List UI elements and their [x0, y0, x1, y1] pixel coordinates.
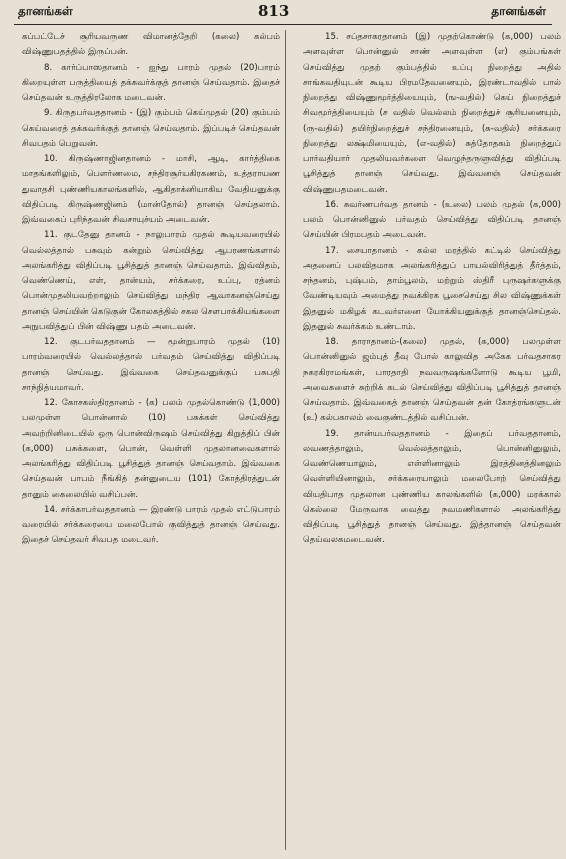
paragraph: 18. தாராதானம்-(கலை) முதல், (க,000) பலமுள்ள பொன்னினுல் ஜம்புத் தீவு போல் காலுவித அகேக பர்வதசாகர நகரகிராமங்கள், பாரதாதி நவவருஷங்களோடு கூடிய பூமி, அவைகளைச் சுற்றிக் கடல் செய்வித்து விதிப்படி பூசித்துத் தானஞ் செய்வதாம். இவ்வகைத் தானஞ் செய்தவன் தன் கோத்ரங்களுடன் (உ) கல்பகாலம் வைகுண்டத்தில் வசிப்பன்.	[303, 337, 561, 424]
paragraph: கப்பட்டேச் சூரியவருண விமானத்தேறி (கலை) கல்பம் விஷ்ணுபதத்தில் இருப்பன்.	[22, 32, 280, 58]
paragraph: 17. சையாதானம் - கல்ல மரத்தில் கட்டில் செய்வித்து அதனைப் பலவிதமாக அலங்கரித்துப் பாயல்விரித்துத் தீர்த்தம், சந்தனம், புஷ்பம், தாம்பூலம், மற்றும் ஸ்திரீ புருஷர்களுக்கு வேண்டியவும் அமைத்து நவக்கிரக பூசைசெய்து சில விஷ்ணுக்கள் இதனுல் மகிழக் கடவர்எனை யோக்கியனுக்குத் தானஞ்செய்தல். இதனுல் சுவர்க்கம் உண்டாம்.	[303, 245, 561, 332]
paragraph: 14. சர்க்காபர்வததானம் — இரண்டு பாரம் முதல் எட்டுபாரம் வரையில் சர்க்கரையை மலைபோல் குவித்துத் தானஞ் செய்வது. இதைச் செய்தவர் சிவபத மடைவர்.	[22, 504, 280, 546]
running-title-right: தானங்கள்	[491, 4, 546, 18]
paragraph: 12. கோசகஸ்திரதானம் - (க) பலம் முதல்கொண்டு (1,000) பலமுள்ள பொன்னால் (10) பசுக்கள் செய்வித்து அவற்றினிடையில் ஒரு பொன்விருஷம் செய்வித்து கிறுத்திப் பின் (க,000) பசுக்களை, பொன், வெள்ளி முதலானவைகளால் அலங்கரித்து விதிப்படி பூசித்துத் தானஞ் செய்வதாம். இவ்வகை செய்தவன் பாபம் நீங்கித் தன்னுடைய (101) கோத்திரத்துடன் தானும் கைலையில் வசிப்பன்.	[22, 398, 280, 500]
left-column	[22, 30, 280, 852]
paragraph: 19. தான்யபர்வததானம் - இதைப் பர்வததானம், லவணத்தாலும், வெல்லத்தாலும், பொன்னினுலும், வெண்ணெயாலும், எள்ளினாலும் இரத்தினத்தினலும் வெள்ளியினாலும், சர்க்கரையாலும் மலைபோற் செய்வித்து வியதிபாத முதலான புண்ணிய காலங்களில் (க,000) மரக்கால் கெல்லை மேருவாக வைத்து நவமணிகளால் அலங்கரித்து விதிப்படி பூசித்துத் தானஞ் செய்வது. இத்தானஞ் செய்தவன் தெய்வலகமடைவன்.	[303, 428, 561, 546]
paragraph: 10. கிருஷ்ணாஜினதானம் - மாசி, ஆடி, கார்த்திகை மாதங்களிலும், பௌர்ணமை, சந்திரசூர்யகிரகணம், உத்தராயண துவாதசி புண்ணியகாலங்களில், ஆகிதாக்னியாகிய வேதியனுக்கு விதிப்படி கிருஷ்ணஜினம் (மான்தோல்) தானஞ் செய்தலாம். இவ்வகைப் புரிந்தவன் சிவசாயுச்யம் அடைவன்.	[22, 154, 280, 225]
paragraph: 11. குடதேனு தானம் - நாலுபாரம் முதல் கூடியவரையில் வெல்லத்தால் பசுவும் கன்றும் செய்வித்து ஆபரணங்களால் அலங்கரித்து விதிப்படி பூசித்துத் தானஞ் செய்வதாம். இவ்விதம், வெண்ணெய், எள், தான்யம், சர்க்கரை, உப்பு, ரத்னம் பொன்முதலியவற்றாலும் செய்வித்து மந்திர ஆவாகனஞ்செய்து தானஞ் செய்யின் கெடுகுன் கோலகத்தில் சகல சௌபாக்கியங்களை அநுபவித்துப் பின் விஷ்ணு பதம் அடைவன்.	[22, 230, 280, 332]
paragraph: 12. குடபர்வததானம் — மூன்றுபாரம் முதல் (10) பாரம்வரையில் வெல்லத்தால் பர்வதம் செய்வித்து விதிப்படி தானஞ் செய்வது. இவ்வகை செய்தவனுக்குப் பசுபதி சாந்நித்யமாவர்.	[22, 337, 280, 393]
header-rule	[14, 24, 552, 25]
running-title-left: தானங்கள்	[18, 4, 73, 18]
paragraph: 15. சப்தசாகரதானம் (இ) முதற்கொண்டு (க,000) பலம் அளவுள்ள பொன்னுல் சாண் அளவுள்ள (எ) கும்பங்கள் செய்வித்து முதற் கும்பத்தில் உப்பு நிறைத்து அதில் சாங்கவதியுடன் கூடிய பிரமதேவனையும், இரண்டாவதில் பால் நிறைத்து விஷ்ணுமூர்த்தியையும், (ங-வதில்) கெய் நிறைத்துச் சிவமூர்த்தியையும் (ச வதில் வெல்லம் நிறைத்துச் சூரியனையும், (ரு-வதில்) தயிர்நிறைத்துச் சந்திரனையும், (சு-வதில்) சர்க்கரை நிறைத்து லக்ஷ்மியையும், (எ-வதில்) சுத்தோதகம் நிறைத்துப் பார்வதியார் முதலியவர்களை வெழுந்தருளுவித்து விதிப்படி பூசித்துத் தானஞ் செய்வது. இவ்வனஞ் செய்தவன் விஷ்ணுபதமடைவன்.	[303, 32, 561, 195]
page-number: 813	[258, 2, 290, 20]
column-divider	[285, 30, 286, 850]
page-header	[0, 0, 566, 26]
paragraph: 9. கிருதபர்வததானம் - (இ) கும்பம் கெய்முதல் (20) கும்பம் கெய்வரைத் தக்கவர்க்குத் தானஞ் செய்வதாம். இப்படிச் செய்தவன் சிவபதம் பெறுவன்.	[22, 108, 280, 149]
right-column	[303, 30, 561, 852]
paragraph: 16. சுவர்ணபர்வத தானம் - (உலை) பலம் முதல் (க,000) பலம் பொன்னினுல் பர்வதம் செய்வித்து விதிப்படி தானஞ் செய்யின் பிரமபதம் அடைவன்.	[303, 199, 561, 241]
paragraph: 8. கார்ப்பாஸதானம் - ஐந்து பாரம் முதல் (20)பாரம் கிறையுள்ள பருத்தியைத் தக்கவர்க்குத் தானஞ் செய்வதாம். இதைச் செய்தவன் உருத்திரலோக மடைவன்.	[22, 62, 280, 103]
